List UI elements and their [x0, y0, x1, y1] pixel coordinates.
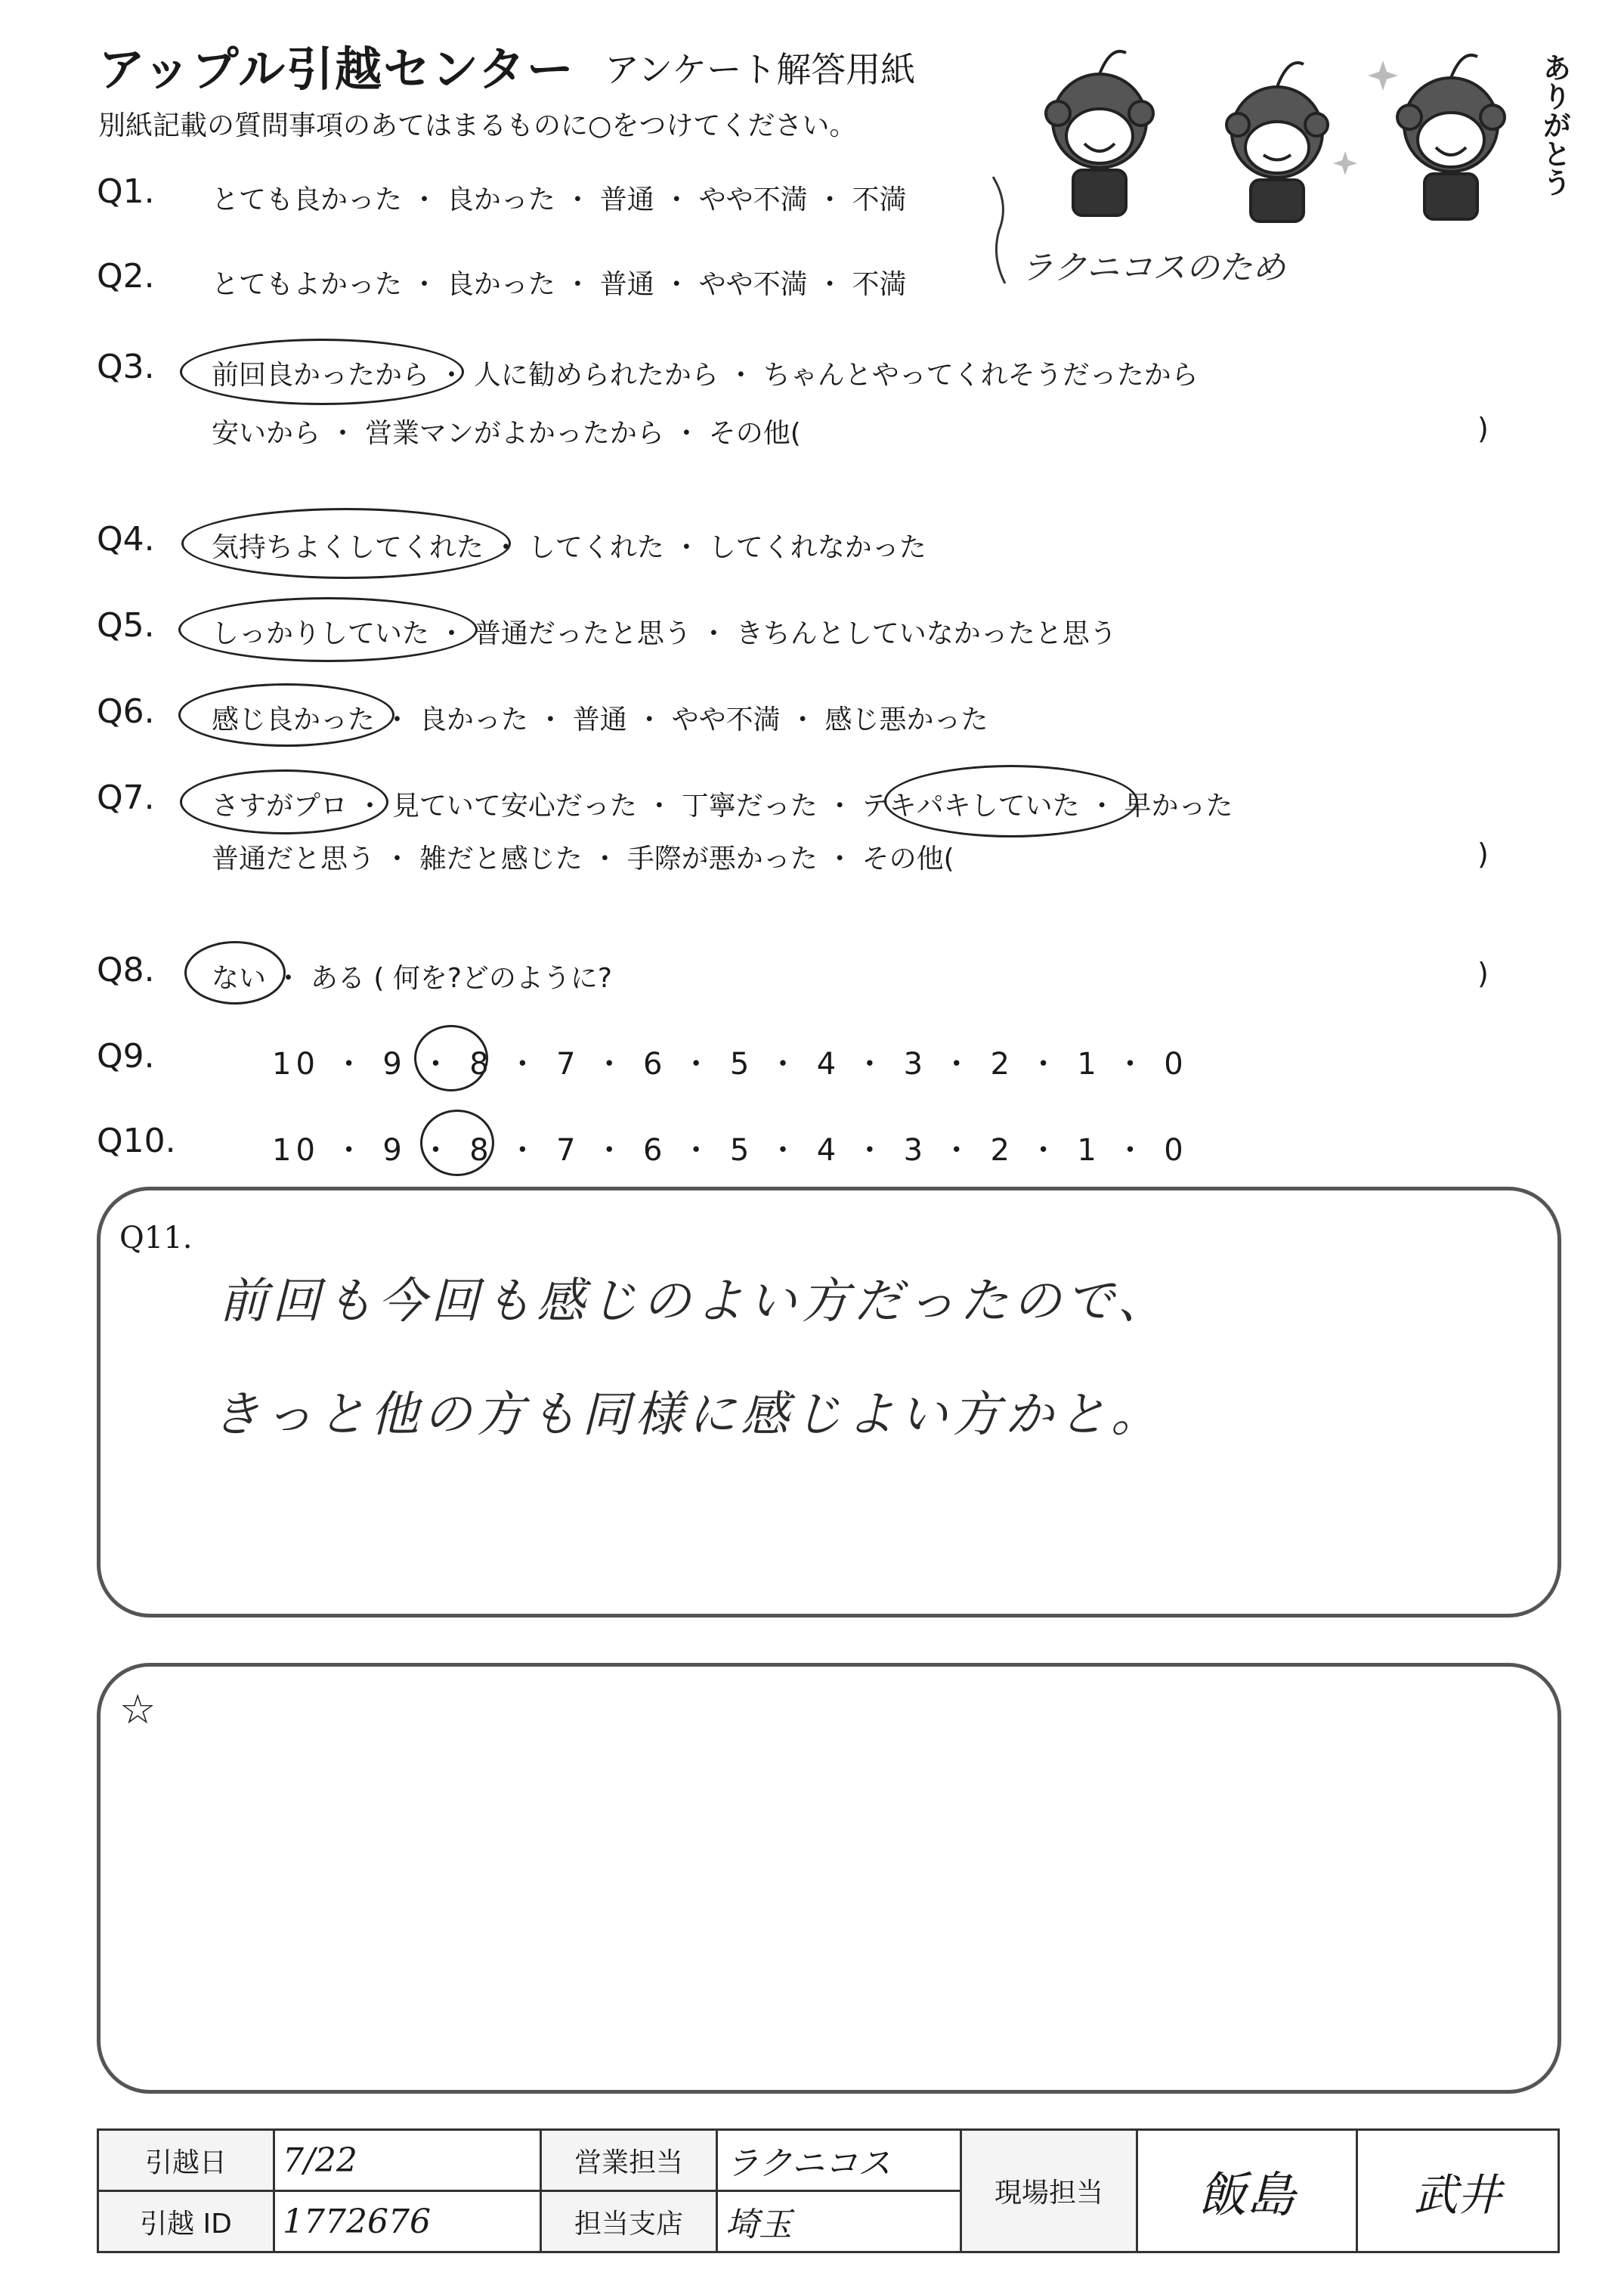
- move-date-label: 引越日: [98, 2130, 274, 2191]
- sales-staff-label: 営業担当: [541, 2130, 717, 2191]
- move-id-value: 1772676: [274, 2191, 541, 2252]
- q3-options-line2: 安いから ・ 営業マンがよかったから ・ その他(: [212, 418, 801, 449]
- q9-label: Q9.: [97, 1037, 155, 1076]
- branch-value: 埼玉: [717, 2191, 961, 2252]
- q10-scale: 10 ・ 9 ・ 8 ・ 7 ・ 6 ・ 5 ・ 4 ・ 3 ・ 2 ・ 1 ・ 0: [272, 1133, 1188, 1168]
- q9-scale: 10 ・ 9 ・ 8 ・ 7 ・ 6 ・ 5 ・ 4 ・ 3 ・ 2 ・ 1 ・ 0: [272, 1047, 1188, 1082]
- monkey-icon-2: [1227, 63, 1328, 221]
- q3-close-paren: ): [1477, 412, 1489, 445]
- q3-label: Q3.: [97, 348, 155, 386]
- monkey-icon-3: [1397, 55, 1505, 219]
- q4-options: 気持ちよくしてくれた ・ してくれた ・ してくれなかった: [212, 532, 926, 563]
- site-staff-label: 現場担当: [961, 2130, 1137, 2252]
- q3-answer-circle: [180, 339, 464, 405]
- q2-label: Q2.: [97, 257, 155, 296]
- q1-options: とても良かった ・ 良かった ・ 普通 ・ やや不満 ・ 不満: [212, 184, 907, 215]
- free-comment-box: [97, 1663, 1561, 2094]
- q5-answer-circle: [178, 597, 478, 662]
- star-icon: ☆: [119, 1686, 156, 1733]
- q1-label: Q1.: [97, 172, 155, 211]
- q11-answer-line1: 前回も今回も感じのよい方だったので、: [219, 1274, 1171, 1330]
- q7-options-line1: さすがプロ ・ 見ていて安心だった ・ 丁寧だった ・ テキパキしていた ・ 早かった: [212, 791, 1233, 822]
- q3-options-line1: 前回良かったから ・ 人に勧められたから ・ ちゃんとやってくれそうだったから: [212, 360, 1199, 391]
- q5-options: しっかりしていた ・ 普通だったと思う ・ きちんとしていなかったと思う: [212, 618, 1117, 649]
- bracket-mark: [990, 174, 1013, 287]
- q8-options: ない ・ ある ( 何を?どのように?: [212, 963, 613, 994]
- q4-answer-circle: [181, 508, 511, 579]
- thanks-text: ありがとう: [1538, 53, 1571, 197]
- q6-options: 感じ良かった ・ 良かった ・ 普通 ・ やや不満 ・ 感じ悪かった: [212, 704, 988, 735]
- company-name: アップル引越センター: [98, 42, 575, 97]
- move-id-label: 引越 ID: [98, 2191, 274, 2252]
- q11-label: Q11.: [119, 1221, 193, 1255]
- q10-answer-circle: [420, 1110, 494, 1176]
- q7-label: Q7.: [97, 779, 155, 817]
- q6-answer-circle: [178, 683, 394, 747]
- q9-answer-circle: [414, 1025, 488, 1091]
- move-info-table: [97, 2128, 1560, 2253]
- q4-label: Q4.: [97, 520, 155, 559]
- q1-q2-handwritten-note: ラクニコスのため: [1020, 249, 1286, 287]
- mascot-illustration: [1028, 30, 1557, 234]
- q11-answer-line2: きっと他の方も同様に感じよい方かと。: [212, 1387, 1164, 1443]
- move-date-value: 7/22: [274, 2130, 541, 2191]
- q7-answer-circle-1: [180, 769, 388, 834]
- q7-close-paren: ): [1477, 837, 1489, 871]
- q8-label: Q8.: [97, 951, 155, 989]
- instruction-text: 別紙記載の質問事項のあてはまるものに○をつけてください。: [98, 110, 857, 141]
- q7-answer-circle-2: [884, 765, 1138, 837]
- site-staff-1: 飯島: [1137, 2130, 1357, 2252]
- sparkle-icon: [1333, 60, 1398, 175]
- q8-close-paren: ): [1477, 957, 1489, 990]
- q7-options-line2: 普通だと思う ・ 雑だと感じた ・ 手際が悪かった ・ その他(: [212, 844, 954, 875]
- form-title: アンケート解答用紙: [605, 49, 916, 90]
- q5-label: Q5.: [97, 606, 155, 645]
- q6-label: Q6.: [97, 692, 155, 731]
- q10-label: Q10.: [97, 1122, 176, 1160]
- q8-answer-circle: [184, 941, 286, 1005]
- site-staff-2: 武井: [1356, 2130, 1558, 2252]
- sales-staff-value: ラクニコス: [717, 2130, 961, 2191]
- branch-label: 担当支店: [541, 2191, 717, 2252]
- q2-options: とてもよかった ・ 良かった ・ 普通 ・ やや不満 ・ 不満: [212, 269, 907, 300]
- monkey-icon-1: [1046, 51, 1153, 215]
